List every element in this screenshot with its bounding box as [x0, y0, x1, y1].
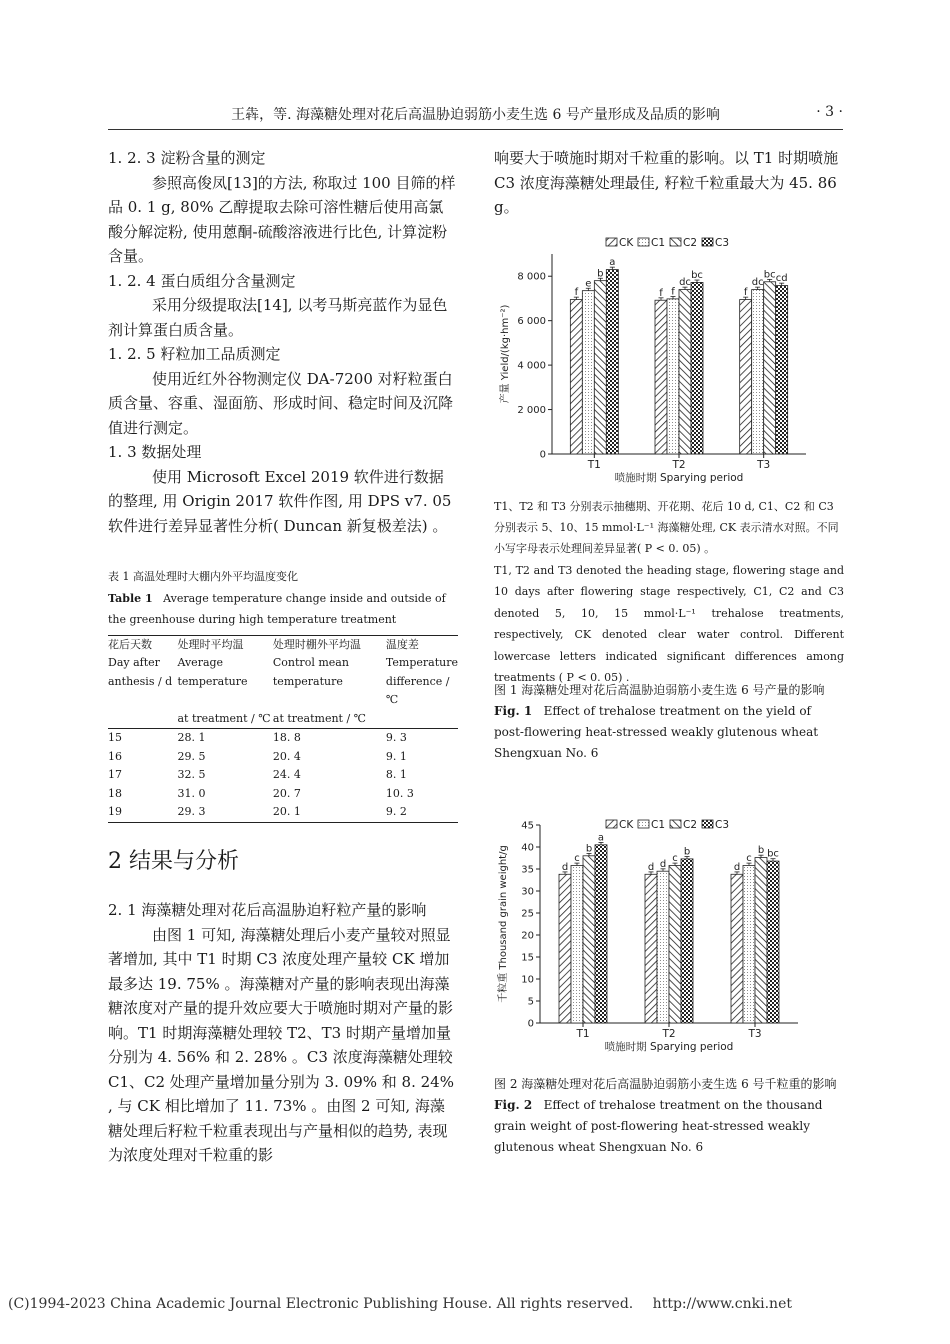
legend-label-ck: CK: [619, 819, 634, 831]
section-1-2-5-heading: 1. 2. 5 籽粒加工品质测定: [108, 345, 281, 363]
legend-swatch-c2: [670, 238, 681, 246]
header-cell: 花后天数: [108, 635, 177, 654]
plot-area: [496, 819, 798, 1053]
section-2-1-body: 由图 1 可知, 海藻糖处理后小麦产量较对照显著增加, 其中 T1 时期 C3 浓度处理产量较 CK 增加最多达 19. 75% 。海藻糖对产量的影响表现出海藻糖浓度对产量的提升效应要大于喷施时期对产量的影响。T1 时期海藻糖处理较 T2、T3 时期产量增加量分别为 4. 56% 和 2. 28% 。C3 浓度海藻糖处理较 C1、C2 处理产量增加量分别为 3. 09% 和 8. 24% , 与 CK 相比增加了 11. 73% 。由图 2 可知, 海藻糖处理后籽粒千粒重表现出与产量相似的趋势, 表现为浓度处理对千粒重的影: [108, 925, 454, 1164]
significance-letter: f: [743, 287, 748, 299]
y-tick-label: 20: [521, 930, 534, 942]
significance-letter: b: [597, 268, 604, 280]
table-1-block: [108, 566, 458, 823]
significance-letter: f: [574, 287, 579, 299]
section-1-3-heading: 1. 3 数据处理: [108, 443, 202, 461]
footer: [8, 1296, 942, 1312]
table-header-row-1: [108, 635, 458, 654]
bar-t1-c1: [571, 865, 583, 1023]
x-axis-label: 喷施时期 Sparying period: [614, 472, 744, 484]
significance-letter: d: [659, 858, 667, 870]
figure-1-label: Fig. 1: [494, 704, 533, 718]
table-1-caption-text: Average temperature change inside and outside of the greenhouse during high temperature treatment: [108, 591, 446, 626]
bar-t2-ck: [645, 874, 657, 1023]
y-tick-label: 10: [521, 974, 534, 986]
table-cell: 32. 5: [177, 768, 206, 781]
header-cell: 处理时平均温: [177, 635, 272, 654]
copyright-text: (C)1994-2023 China Academic Journal Electronic Publishing House. All rights reserved.: [8, 1296, 634, 1312]
header-cell: temperature: [177, 674, 248, 688]
significance-letter: c: [672, 853, 678, 865]
table-cell: 19: [108, 803, 177, 822]
bar-t2-c3: [691, 282, 703, 454]
bar-t2-c2: [679, 290, 691, 454]
y-tick-label: 25: [521, 908, 534, 920]
table-cell: 20. 4: [272, 749, 301, 763]
bar-t1-ck: [570, 300, 582, 454]
section-1-2-4-heading: 1. 2. 4 蛋白质组分含量测定: [108, 271, 296, 290]
bar-t2-ck: [655, 300, 667, 454]
legend-label-ck: CK: [619, 237, 634, 249]
table-cell: 9. 1: [385, 749, 407, 763]
bar-t3-ck: [740, 300, 752, 454]
table-cell: 31. 0: [177, 786, 206, 800]
legend-label-c2: C2: [683, 237, 698, 249]
bar-t2-c3: [681, 859, 693, 1023]
table-cell: 15: [108, 731, 122, 744]
header-cell: Day after: [108, 656, 160, 669]
plot-area: [498, 237, 806, 484]
table-row: [108, 729, 458, 748]
table-cell: 28. 1: [177, 731, 206, 744]
y-tick-label: 8 000: [517, 271, 546, 283]
y-tick-label: 0: [539, 449, 546, 461]
legend-swatch-c3: [702, 820, 713, 828]
table-cell: 20. 1: [273, 803, 386, 822]
table-row: [108, 803, 458, 822]
significance-letter: c: [574, 853, 580, 865]
figure-1-caption: [494, 680, 844, 764]
legend-swatch-ck: [606, 820, 617, 828]
left-column: [108, 146, 458, 538]
y-tick-label: 0: [527, 1018, 534, 1030]
table-header-row-4: [108, 710, 458, 729]
y-tick-label: 40: [521, 842, 534, 854]
header-cell: at treatment / ℃: [273, 710, 386, 729]
legend-swatch-c2: [670, 820, 681, 828]
y-tick-label: 2 000: [517, 405, 546, 417]
bar-t2-c1: [667, 299, 679, 454]
right-column-continuation: 响要大于喷施时期对千粒重的影响。以 T1 时期喷施 C3 浓度海藻糖处理最佳, 籽粒千粒重最大为 45. 86 g。: [494, 149, 839, 216]
significance-letter: b: [683, 846, 691, 858]
significance-letter: b: [585, 843, 593, 855]
header-cell: temperature: [272, 674, 343, 688]
significance-letter: a: [597, 832, 605, 844]
significance-letter: cd: [775, 273, 788, 285]
figure-1-note-en: T1, T2 and T3 denoted the heading stage, flowering stage and 10 days after flowering stage respectively, C1, C2 and C3 denoted 5, 10, 15 mmol·L⁻¹ trehalose treatments, respectively, CK denoted clear water control. Different lowercase letters indicated significant differences among treatments ( P < 0. 05) .: [494, 564, 844, 685]
table-1-caption-cn: 表 1 高温处理时大棚内外平均温度变化: [108, 570, 298, 583]
figure-2-caption: [494, 1074, 844, 1158]
bar-t3-c1: [743, 865, 755, 1023]
bar-t1-c2: [583, 856, 595, 1023]
header-cell: [108, 710, 177, 729]
bar-t3-ck: [731, 874, 743, 1023]
significance-letter: dc: [751, 277, 764, 289]
significance-letter: dc: [679, 277, 691, 289]
header-cell: Temperature: [385, 656, 458, 669]
figure-2-caption-en: Effect of trehalose treatment on the thousand grain weight of post-flowering heat-stressed weakly glutenous wheat Shengxuan No. 6: [494, 1098, 823, 1154]
table-cell: 20. 7: [272, 786, 301, 800]
table-cell: 29. 3: [177, 803, 272, 822]
table-row: [108, 766, 458, 785]
significance-letter: c: [746, 853, 752, 865]
figure-1-note-cn: T1、T2 和 T3 分别表示抽穗期、开花期、花后 10 d, C1、C2 和 C3 分别表示 5、10、15 mmol·L⁻¹ 海藻糖处理, CK 表示清水对照。不同小写字母表示处理间差异显著( P < 0. 05) 。: [494, 500, 839, 555]
significance-letter: f: [659, 287, 663, 299]
header-cell: difference / ℃: [385, 674, 450, 706]
legend-label-c3: C3: [715, 237, 730, 249]
table-cell: 10. 3: [385, 786, 414, 800]
figure-2-thousand-grain-weight-chart: [494, 812, 844, 1062]
table-row: [108, 785, 458, 804]
section-1-2-5-body: 使用近红外谷物测定仪 DA-7200 对籽粒蛋白质含量、容重、湿面筋、形成时间、稳定时间及沉降值进行测定。: [108, 369, 454, 437]
bar-t1-ck: [559, 874, 571, 1023]
legend-label-c1: C1: [651, 819, 666, 831]
bar-t3-c3: [767, 861, 779, 1023]
section-2-heading: 2 结果与分析: [108, 849, 239, 874]
significance-letter: bc: [691, 270, 703, 282]
table-cell: 29. 5: [177, 749, 206, 763]
table-row: [108, 748, 458, 767]
legend-swatch-c3: [702, 238, 713, 246]
legend-swatch-c1: [638, 238, 649, 246]
bar-t1-c3: [595, 845, 607, 1023]
legend-label-c1: C1: [651, 237, 666, 249]
y-tick-label: 4 000: [517, 360, 546, 372]
header-cell: 温度差: [386, 635, 458, 654]
bar-t1-c1: [582, 291, 594, 454]
page-number: · 3 ·: [816, 104, 843, 120]
header-cell: 处理时棚外平均温: [273, 635, 386, 654]
x-tick-label: T2: [672, 459, 686, 471]
header-cell: anthesis / d: [108, 674, 173, 688]
significance-letter: b: [757, 845, 765, 857]
temperature-table: [108, 635, 458, 823]
significance-letter: bc: [767, 848, 779, 860]
y-axis-label: 千粒重 Thousand grain weight/g: [498, 845, 509, 1003]
significance-letter: d: [561, 861, 569, 873]
figure-1-yield-chart: [494, 232, 844, 490]
x-tick-label: T1: [576, 1028, 590, 1040]
y-axis-label: 产量 Yield/(kg·hm⁻²): [500, 304, 511, 404]
x-axis-label: 喷施时期 Sparying period: [604, 1041, 734, 1053]
header-cell: Average: [177, 656, 224, 669]
bar-t3-c3: [776, 286, 788, 454]
legend-label-c2: C2: [683, 819, 698, 831]
bar-t2-c2: [669, 865, 681, 1023]
x-tick-label: T3: [757, 459, 771, 471]
table-cell: 9. 2: [386, 803, 458, 822]
header-cell: at treatment / ℃: [177, 710, 272, 729]
table-cell: 16: [108, 749, 122, 763]
figure-1-caption-en: Effect of trehalose treatment on the yield of post-flowering heat-stressed weakly glutenous wheat Shengxuan No. 6: [494, 704, 819, 760]
figure-2-caption-cn: 图 2 海藻糖处理对花后高温胁迫弱筋小麦生选 6 号千粒重的影响: [494, 1077, 837, 1091]
table-cell: 18. 8: [272, 731, 301, 744]
table-1-label: Table 1: [108, 591, 153, 605]
header-rule: [108, 129, 843, 130]
section-1-2-3-heading: 1. 2. 3 淀粉含量的测定: [108, 149, 266, 167]
table-1-caption-en: [108, 588, 458, 631]
running-title: 王犇，等. 海藻糖处理对花后高温胁迫弱筋小麦生选 6 号产量形成及品质的影响: [231, 107, 720, 123]
section-2-1-heading: 2. 1 海藻糖处理对花后高温胁迫籽粒产量的影响: [108, 901, 427, 919]
y-tick-label: 5: [527, 996, 534, 1008]
figure-1-caption-cn: 图 1 海藻糖处理对花后高温胁迫弱筋小麦生选 6 号产量的影响: [494, 683, 825, 697]
significance-letter: a: [609, 257, 616, 269]
legend-swatch-c1: [638, 820, 649, 828]
table-cell: 24. 4: [272, 768, 301, 781]
x-tick-label: T1: [587, 459, 601, 471]
significance-letter: d: [647, 861, 655, 873]
y-tick-label: 15: [521, 952, 534, 964]
bar-t2-c1: [657, 871, 669, 1023]
bar-t1-c3: [606, 270, 618, 454]
table-cell: 9. 3: [385, 731, 407, 744]
bar-t1-c2: [594, 281, 606, 454]
header-cell: [386, 710, 458, 729]
table-cell: 17: [108, 768, 122, 781]
y-tick-label: 30: [521, 886, 534, 898]
x-tick-label: T2: [662, 1028, 676, 1040]
y-tick-label: 45: [521, 820, 534, 832]
legend-swatch-ck: [606, 238, 617, 246]
table-header-row-3: [108, 673, 458, 710]
bar-t3-c2: [764, 282, 776, 454]
significance-letter: d: [733, 861, 741, 873]
header-cell: Control mean: [272, 656, 349, 669]
y-tick-label: 6 000: [517, 316, 546, 328]
bar-t3-c2: [755, 858, 767, 1023]
section-2-1: [108, 898, 458, 1168]
section-1-2-4-body: 采用分级提取法[14], 以考马斯亮蓝作为显色剂计算蛋白质含量。: [108, 296, 448, 339]
significance-letter: bc: [763, 269, 776, 281]
significance-letter: e: [585, 278, 592, 290]
y-tick-label: 35: [521, 864, 534, 876]
x-tick-label: T3: [748, 1028, 762, 1040]
section-1-2-3-body: 参照高俊凤[13]的方法, 称取过 100 目筛的样品 0. 1 g, 80% 乙醇提取去除可溶性糖后使用高氯酸分解淀粉, 使用蒽酮-硫酸溶液进行比色, 计算淀粉含量。: [108, 173, 456, 265]
table-cell: 8. 1: [385, 768, 407, 781]
footer-url: http://www.cnki.net: [652, 1296, 792, 1312]
table-header-row-2: [108, 654, 458, 673]
figure-2-label: Fig. 2: [494, 1098, 533, 1112]
table-cell: 18: [108, 786, 122, 800]
running-header: [108, 104, 843, 124]
significance-letter: f: [671, 286, 675, 298]
section-1-3-body: 使用 Microsoft Excel 2019 软件进行数据的整理, 用 Origin 2017 软件作图, 用 DPS v7. 05 软件进行差异显著性分析( Duncan 新复极差法) 。: [108, 467, 452, 535]
bar-t3-c1: [752, 290, 764, 454]
legend-label-c3: C3: [715, 819, 730, 831]
